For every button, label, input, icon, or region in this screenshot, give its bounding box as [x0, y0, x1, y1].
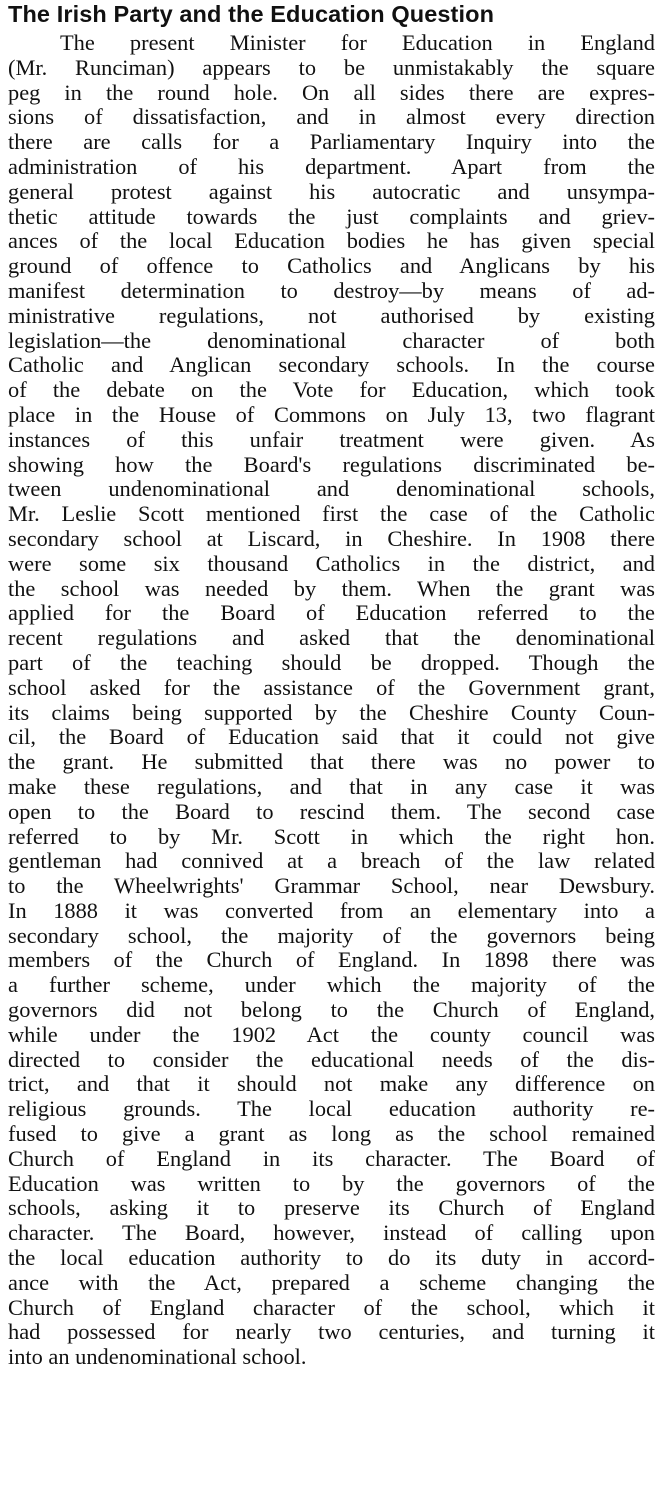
- article-title: The Irish Party and the Education Question: [8, 1, 495, 27]
- article-line: The present Minister for Education in England: [60, 30, 655, 55]
- article-line: make these regulations, and that in any case it was: [8, 773, 655, 799]
- article-line: thetic attitude towards the just complaints and griev-: [8, 203, 655, 229]
- article-line: while under the 1902 Act the county council was: [8, 1021, 655, 1047]
- article-line: members of the Church of England. In 1898 there was: [8, 947, 655, 973]
- article-line: secondary school at Liscard, in Cheshire. In 1908 there: [8, 525, 655, 551]
- article-line: into an undenominational school.: [8, 1344, 307, 1370]
- article-line: general protest against his autocratic and unsympa-: [8, 178, 655, 204]
- article-line: a further scheme, under which the majority of the: [8, 972, 655, 998]
- article-line: manifest determination to destroy—by means of ad-: [8, 277, 655, 303]
- article-line: instances of this unfair treatment were given. As: [8, 426, 655, 452]
- article-line: part of the teaching should be dropped. Though the: [8, 649, 655, 675]
- article-line: religious grounds. The local education authority re-: [8, 1096, 655, 1122]
- article-line: governors did not belong to the Church of England,: [8, 997, 655, 1023]
- article-line: Education was written to by the governors of the: [8, 1170, 655, 1196]
- article-line: the local education authority to do its duty in accord-: [8, 1245, 655, 1271]
- article: [8, 0, 655, 1370]
- article-line: fused to give a grant as long as the school remained: [8, 1121, 655, 1147]
- article-line: were some six thousand Catholics in the district, and: [8, 550, 655, 576]
- article-line: tween undenominational and denominational schools,: [8, 476, 655, 502]
- article-line: Catholic and Anglican secondary schools. In the course: [8, 352, 655, 378]
- article-line: recent regulations and asked that the denominational: [8, 625, 655, 651]
- article-line: secondary school, the majority of the governors being: [8, 922, 655, 948]
- article-line: the school was needed by them. When the grant was: [8, 575, 655, 601]
- article-line: ance with the Act, prepared a scheme changing the: [8, 1269, 655, 1295]
- article-line: (Mr. Runciman) appears to be unmistakably the square: [8, 54, 655, 80]
- article-line: Mr. Leslie Scott mentioned first the case of the Catholic: [8, 501, 655, 527]
- article-line: ances of the local Education bodies he has given special: [8, 228, 655, 254]
- article-line: its claims being supported by the Cheshire County Coun-: [8, 699, 655, 725]
- article-line: gentleman had connived at a breach of the law related: [8, 848, 655, 874]
- article-line: directed to consider the educational needs of the dis-: [8, 1046, 655, 1072]
- article-line: trict, and that it should not make any difference on: [8, 1071, 655, 1097]
- article-line: place in the House of Commons on July 13, two flagrant: [8, 401, 655, 427]
- article-line: to the Wheelwrights' Grammar School, near Dewsbury.: [8, 873, 655, 899]
- article-line: applied for the Board of Education referred to the: [8, 600, 655, 626]
- article-line: character. The Board, however, instead of calling upon: [8, 1220, 655, 1246]
- article-body: [8, 31, 655, 1370]
- article-line: school asked for the assistance of the Government grant,: [8, 674, 655, 700]
- article-line: of the debate on the Vote for Education, which took: [8, 377, 655, 403]
- article-line: ministrative regulations, not authorised by existing: [8, 302, 655, 328]
- article-line: peg in the round hole. On all sides there are expres-: [8, 79, 655, 105]
- article-line: schools, asking it to preserve its Church of England: [8, 1195, 655, 1221]
- article-line: administration of his department. Apart from the: [8, 153, 655, 179]
- article-line: there are calls for a Parliamentary Inquiry into the: [8, 129, 655, 155]
- article-line: ground of offence to Catholics and Anglicans by his: [8, 253, 655, 279]
- article-line: showing how the Board's regulations discriminated be-: [8, 451, 655, 477]
- article-line: the grant. He submitted that there was no power to: [8, 749, 655, 775]
- article-line: sions of dissatisfaction, and in almost every direction: [8, 104, 655, 130]
- article-line: legislation—the denominational character of both: [8, 327, 655, 353]
- article-line: referred to by Mr. Scott in which the right hon.: [8, 823, 655, 849]
- article-line: open to the Board to rescind them. The second case: [8, 798, 655, 824]
- article-line: Church of England in its character. The Board of: [8, 1145, 655, 1171]
- article-line: In 1888 it was converted from an elementary into a: [8, 897, 655, 923]
- article-line: cil, the Board of Education said that it could not give: [8, 724, 655, 750]
- article-line: Church of England character of the school, which it: [8, 1294, 655, 1320]
- article-line: had possessed for nearly two centuries, and turning it: [8, 1319, 655, 1345]
